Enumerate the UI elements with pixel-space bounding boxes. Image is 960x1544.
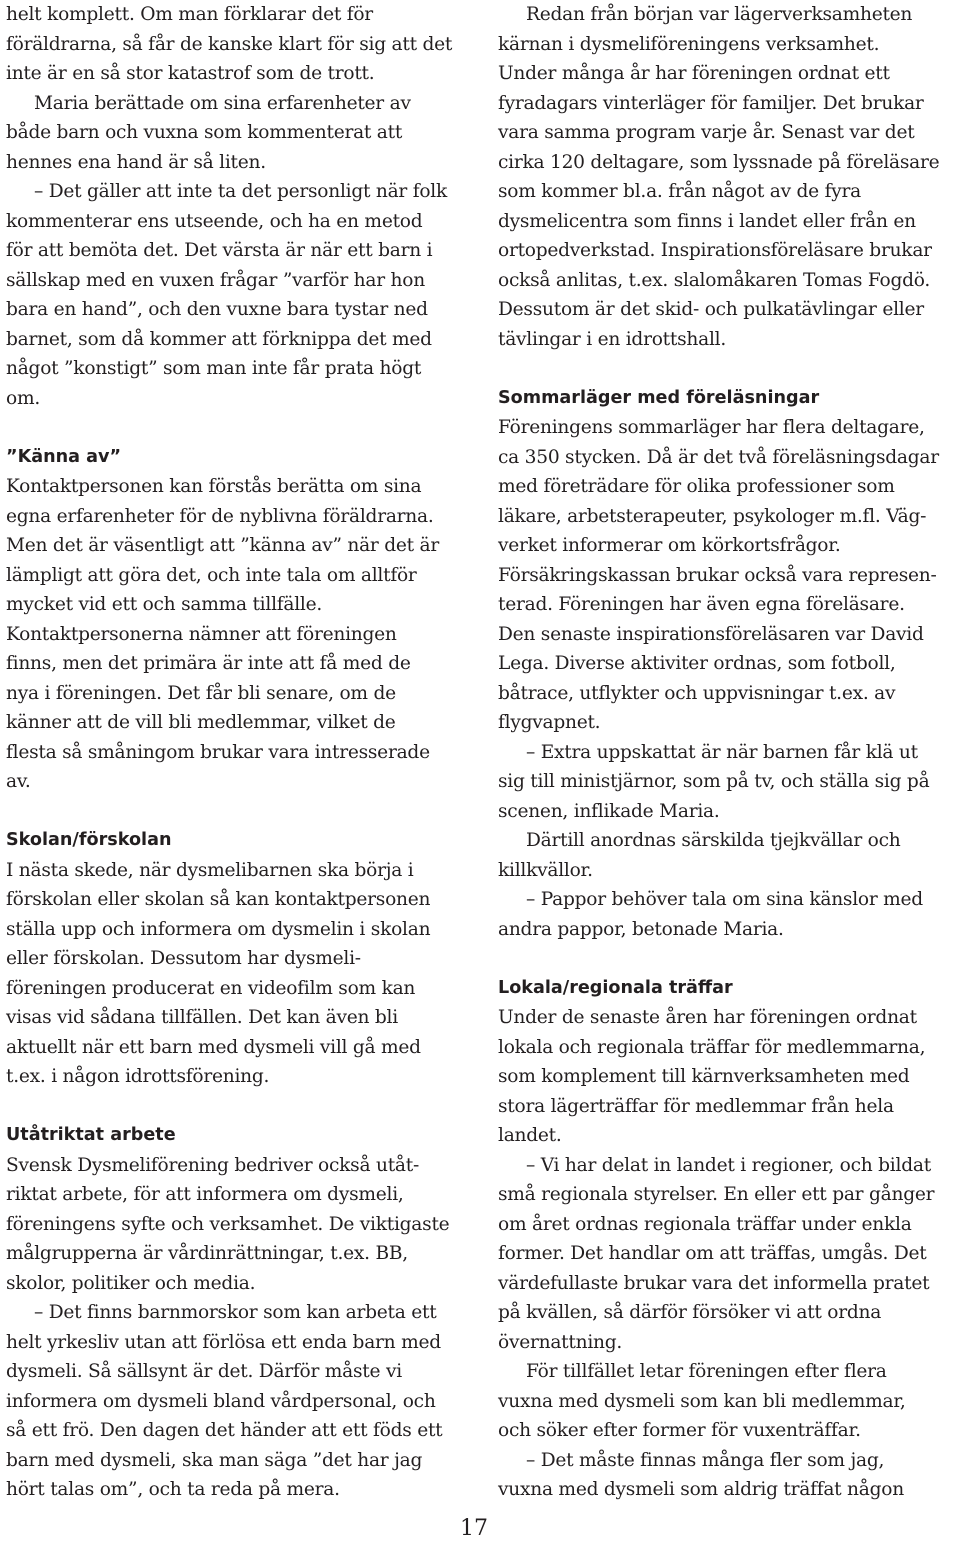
text-line: lämpligt att göra det, och inte tala om alltför bbox=[6, 564, 417, 586]
text-line: – Extra uppskattat är när barnen får klä ut bbox=[526, 741, 918, 763]
text-line: både barn och vuxna som kommenterat att bbox=[6, 122, 403, 143]
text-line: Svensk Dysmeliförening bedriver också utåt- bbox=[6, 1154, 420, 1176]
text-line: visas vid sådana tillfällen. Det kan även bli bbox=[6, 1007, 398, 1028]
text-line: barnet, som då kommer att förknippa det med bbox=[6, 328, 432, 350]
text-line: målgrupperna är vårdinrättningar, t.ex. BB, bbox=[6, 1243, 408, 1264]
text-line: bara en hand”, och den vuxne bara tystar ned bbox=[6, 299, 428, 320]
text-line: barn med dysmeli, ska man säga ”det har jag bbox=[6, 1449, 423, 1471]
text-line: lokala och regionala träffar för medlemmarna, bbox=[498, 1036, 926, 1058]
text-line: Men det är väsentligt att ”känna av” när det är bbox=[6, 535, 439, 556]
text-line: Lega. Diverse aktiviter ordnas, som fotboll, bbox=[498, 653, 896, 674]
text-line: – Pappor behöver tala om sina känslor med bbox=[526, 889, 923, 910]
text-line: om. bbox=[6, 387, 40, 409]
text-line: värdefullaste brukar vara det informella pratet bbox=[498, 1272, 930, 1294]
text-line: med företrädare för olika professioner som bbox=[498, 476, 895, 497]
text-line: – Det måste finnas många fler som jag, bbox=[526, 1449, 885, 1471]
text-line: tävlingar i en idrottshall. bbox=[498, 328, 726, 350]
text-line: mycket vid ett och samma tillfälle. bbox=[6, 594, 323, 615]
text-line: – Det gäller att inte ta det personligt när folk bbox=[34, 181, 448, 202]
text-line: så ett frö. Den dagen det händer att ett föds ett bbox=[6, 1420, 443, 1441]
text-line: aktuellt när ett barn med dysmeli vill gå med bbox=[6, 1036, 421, 1058]
text-line: ställa upp och informera om dysmelin i skolan bbox=[6, 918, 431, 940]
text-line: – Det finns barnmorskor som kan arbeta ett bbox=[34, 1302, 437, 1323]
text-line: små regionala styrelser. En eller ett par gånger bbox=[498, 1184, 935, 1205]
text-line: I nästa skede, när dysmelibarnen ska börja i bbox=[6, 859, 414, 881]
text-line: Under de senaste åren har föreningen ordnat bbox=[498, 1007, 917, 1028]
text-line: också anlitas, t.ex. slalomåkaren Tomas Fogdö. bbox=[498, 269, 931, 291]
page-number: 17 bbox=[460, 1516, 488, 1541]
paragraph-gap bbox=[6, 797, 468, 827]
text-line: Kontaktpersonerna nämner att föreningen bbox=[6, 623, 397, 645]
text-line: – Vi har delat in landet i regioner, och bildat bbox=[526, 1154, 931, 1176]
text-line: för att bemöta det. Det värsta är när ett barn i bbox=[6, 240, 433, 261]
text-line: egna erfarenheter för de nyblivna föräldrarna. bbox=[6, 505, 434, 527]
text-line: dysmelicentra som finns i landet eller från en bbox=[498, 210, 916, 232]
text-line: ortopedverkstad. Inspirationsföreläsare brukar bbox=[498, 240, 932, 261]
text-line: dysmeli. Så sällsynt är det. Därför måste vi bbox=[6, 1361, 402, 1382]
text-line: som komplement till kärnverksamheten med bbox=[498, 1066, 910, 1087]
text-line: riktat arbete, för att informera om dysmeli, bbox=[6, 1184, 404, 1205]
text-line: flesta så småningom brukar vara intresserade bbox=[6, 741, 430, 763]
text-line: verket informerar om körkortsfrågor. bbox=[498, 535, 841, 556]
paragraph-gap bbox=[498, 944, 960, 974]
text-line: om året ordnas regionala träffar under enkla bbox=[498, 1213, 912, 1235]
text-line: av. bbox=[6, 771, 31, 792]
text-line: terad. Föreningen har även egna föreläsare. bbox=[498, 594, 905, 615]
paragraph-gap bbox=[498, 354, 960, 384]
text-line: föreningens syfte och verksamhet. De viktigaste bbox=[6, 1213, 450, 1235]
text-line: stora lägerträffar för medlemmar från hela bbox=[498, 1095, 894, 1117]
text-line: former. Det handlar om att träffas, umgås. Det bbox=[498, 1243, 927, 1264]
text-line: helt yrkesliv utan att förlösa ett enda barn med bbox=[6, 1331, 441, 1353]
text-line: känner att de vill bli medlemmar, vilket de bbox=[6, 712, 396, 733]
text-line: föreningen producerat en videofilm som kan bbox=[6, 977, 416, 999]
text-line: och söker efter former för vuxenträffar. bbox=[498, 1420, 861, 1441]
text-line: kommenterar ens utseende, och ha en metod bbox=[6, 210, 423, 232]
text-line: killkvällor. bbox=[498, 859, 593, 881]
text-line: informera om dysmeli bland vårdpersonal, och bbox=[6, 1390, 436, 1412]
text-line: ca 350 stycken. Då är det två föreläsningsdagar bbox=[498, 446, 939, 468]
text-line: något ”konstigt” som man inte får prata högt bbox=[6, 358, 422, 379]
text-line: Maria berättade om sina erfarenheter av bbox=[34, 92, 411, 114]
section-heading: Utåtriktat arbete bbox=[6, 1125, 176, 1145]
text-line: landet. bbox=[498, 1125, 562, 1146]
section-heading: Skolan/förskolan bbox=[6, 830, 172, 850]
text-line: hennes ena hand är så liten. bbox=[6, 151, 266, 173]
text-line: t.ex. i någon idrottsförening. bbox=[6, 1066, 270, 1087]
text-line: Den senaste inspirationsföreläsaren var David bbox=[498, 623, 924, 645]
text-line: förskolan eller skolan så kan kontaktpersonen bbox=[6, 889, 431, 910]
section-heading: ”Känna av” bbox=[6, 446, 122, 467]
text-line: föräldrarna, så får de kanske klart för sig att det bbox=[6, 33, 453, 55]
text-line: sällskap med en vuxen frågar ”varför har hon bbox=[6, 269, 425, 291]
section-heading: Sommarläger med föreläsningar bbox=[498, 387, 820, 408]
text-line: på kvällen, så därför försöker vi att ordna bbox=[498, 1302, 882, 1323]
text-line: skolor, politiker och media. bbox=[6, 1272, 256, 1294]
text-line: scenen, inflikade Maria. bbox=[498, 800, 720, 822]
text-line: eller förskolan. Dessutom har dysmeli- bbox=[6, 948, 361, 969]
text-line: vuxna med dysmeli som kan bli medlemmar, bbox=[498, 1390, 906, 1412]
text-line: Under många år har föreningen ordnat ett bbox=[498, 63, 890, 84]
text-line: hört talas om”, och ta reda på mera. bbox=[6, 1479, 340, 1500]
text-line: sig till ministjärnor, som på tv, och ställa sig på bbox=[498, 771, 930, 792]
text-line: andra pappor, betonade Maria. bbox=[498, 918, 784, 940]
text-line: som kommer bl.a. från något av de fyra bbox=[498, 181, 861, 202]
paragraph-gap bbox=[6, 1092, 468, 1122]
right-column bbox=[498, 0, 960, 1505]
text-line: Därtill anordnas särskilda tjejkvällar och bbox=[526, 830, 901, 851]
text-line: Dessutom är det skid- och pulkatävlingar eller bbox=[498, 299, 924, 320]
text-line: inte är en så stor katastrof som de trott. bbox=[6, 63, 375, 84]
text-line: nya i föreningen. Det får bli senare, om de bbox=[6, 682, 396, 704]
text-line: cirka 120 deltagare, som lyssnade på föreläsare bbox=[498, 151, 940, 173]
left-column bbox=[6, 0, 468, 1505]
text-line: vuxna med dysmeli som aldrig träffat någon bbox=[498, 1479, 904, 1500]
text-line: läkare, arbetsterapeuter, psykologer m.fl. Väg- bbox=[498, 505, 927, 527]
text-line: Redan från början var lägerverksamheten bbox=[526, 4, 913, 25]
text-line: helt komplett. Om man förklarar det för bbox=[6, 4, 373, 25]
text-line: Föreningens sommarläger har flera deltagare, bbox=[498, 417, 925, 438]
section-heading: Lokala/regionala träffar bbox=[498, 977, 733, 998]
text-line: kärnan i dysmeliföreningens verksamhet. bbox=[498, 33, 880, 55]
paragraph-gap bbox=[6, 413, 468, 443]
text-line: vara samma program varje år. Senast var det bbox=[498, 122, 915, 143]
text-line: Kontaktpersonen kan förstås berätta om sina bbox=[6, 476, 422, 497]
text-line: fyradagars vinterläger för familjer. Det brukar bbox=[498, 92, 924, 114]
text-line: flygvapnet. bbox=[498, 712, 601, 733]
text-line: båtrace, utflykter och uppvisningar t.ex. av bbox=[498, 682, 896, 704]
text-line: Försäkringskassan brukar också vara represen- bbox=[498, 564, 937, 586]
text-line: övernattning. bbox=[498, 1331, 623, 1353]
text-line: finns, men det primära är inte att få med de bbox=[6, 653, 411, 674]
text-line: För tillfället letar föreningen efter flera bbox=[526, 1361, 887, 1382]
